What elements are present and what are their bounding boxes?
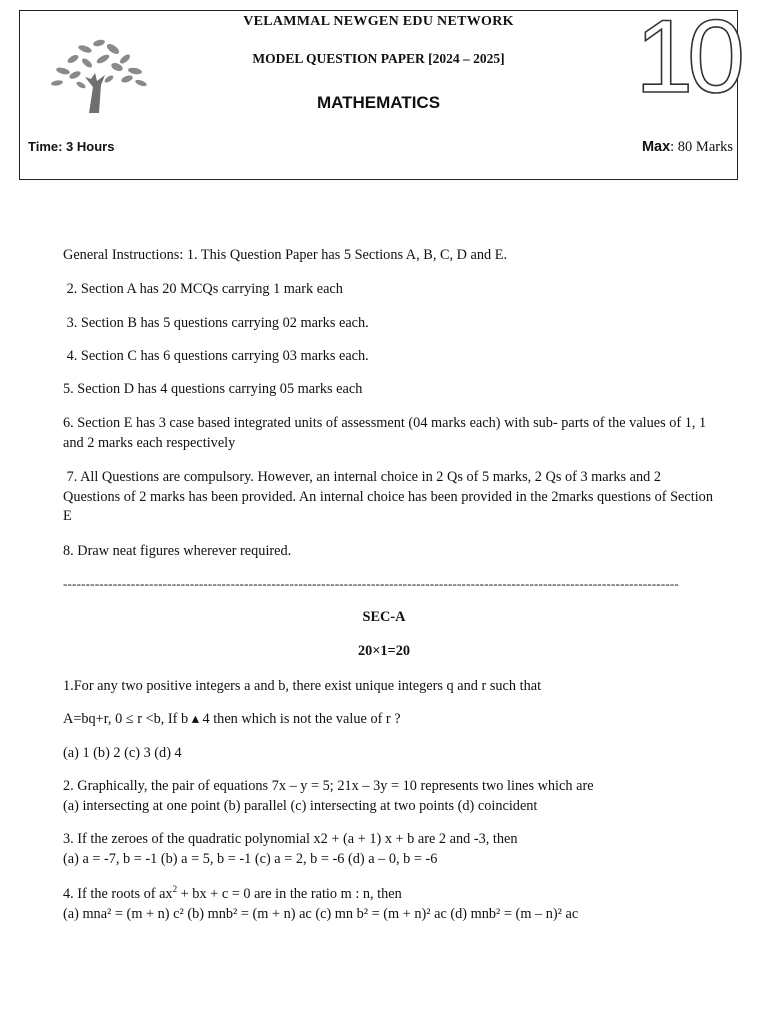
grade-number: 10 xyxy=(635,0,739,115)
subject-title: MATHEMATICS xyxy=(316,93,441,112)
instruction-5: 5. Section D has 4 questions carrying 05 marks each xyxy=(63,381,363,397)
instruction-1: General Instructions: 1. This Question Paper has 5 Sections A, B, C, D and E. xyxy=(63,247,508,263)
question-4-superscript: 2 xyxy=(172,884,178,895)
instruction-7: 7. All Questions are compulsory. However, an internal choice in 2 Qs of 5 marks, 2 Qs of 3 marks and 2 Questions of 2 marks has been provided. An internal choice has been provided in the 2marks questions of Section E xyxy=(63,469,717,524)
section-divider: ---------------------------------------------------------------------------------------------------------------------------------------- xyxy=(63,576,679,591)
instruction-4: 4. Section C has 6 questions carrying 03 marks each. xyxy=(63,348,369,364)
section-title: SEC-A xyxy=(362,609,406,625)
instruction-2: 2. Section A has 20 MCQs carrying 1 mark each xyxy=(63,281,343,297)
question-3-line-1: 3. If the zeroes of the quadratic polynomial x2 + (a + 1) x + b are 2 and -3, then xyxy=(63,831,518,847)
question-1-line-1: 1.For any two positive integers a and b, there exist unique integers q and r such that xyxy=(63,678,542,694)
question-1-line-2: A=bq+r, 0 ≤ r <b, If b ▴ 4 then which is not the value of r ? xyxy=(63,711,401,727)
question-4-line-1 xyxy=(63,884,402,904)
question-2-line-1: 2. Graphically, the pair of equations 7x – y = 5; 21x – 3y = 10 represents two lines which are xyxy=(63,778,594,794)
instruction-8: 8. Draw neat figures wherever required. xyxy=(63,543,292,559)
max-marks-label: Max xyxy=(641,139,671,155)
instruction-3: 3. Section B has 5 questions carrying 02 marks each. xyxy=(63,315,369,331)
question-4-text-a: 4. If the roots of ax xyxy=(63,886,173,902)
question-4-options: (a) mna² = (m + n) c² (b) mnb² = (m + n) ac (c) mn b² = (m + n)² ac (d) mnb² = (m – n)² ac xyxy=(63,906,579,922)
time-allowed: Time: 3 Hours xyxy=(28,139,115,154)
max-marks xyxy=(642,139,733,156)
instruction-6: 6. Section E has 3 case based integrated units of assessment (04 marks each) with sub- parts of the values of 1, 1 and 2 marks each respectively xyxy=(63,415,707,451)
question-4-text-b: + bx + c = 0 are in the ratio m : n, then xyxy=(177,886,402,902)
question-1-options: (a) 1 (b) 2 (c) 3 (d) 4 xyxy=(63,745,182,761)
question-2-options: (a) intersecting at one point (b) parallel (c) intersecting at two points (d) coincident xyxy=(63,798,538,814)
section-marks: 20×1=20 xyxy=(357,643,411,659)
max-marks-value: : 80 Marks xyxy=(670,139,733,155)
organization-name: VELAMMAL NEWGEN EDU NETWORK xyxy=(243,14,514,29)
paper-title: MODEL QUESTION PAPER [2024 – 2025] xyxy=(252,51,505,66)
question-3-options: (a) a = -7, b = -1 (b) a = 5, b = -1 (c) a = 2, b = -6 (d) a – 0, b = -6 xyxy=(63,851,438,867)
header-box xyxy=(19,0,739,180)
